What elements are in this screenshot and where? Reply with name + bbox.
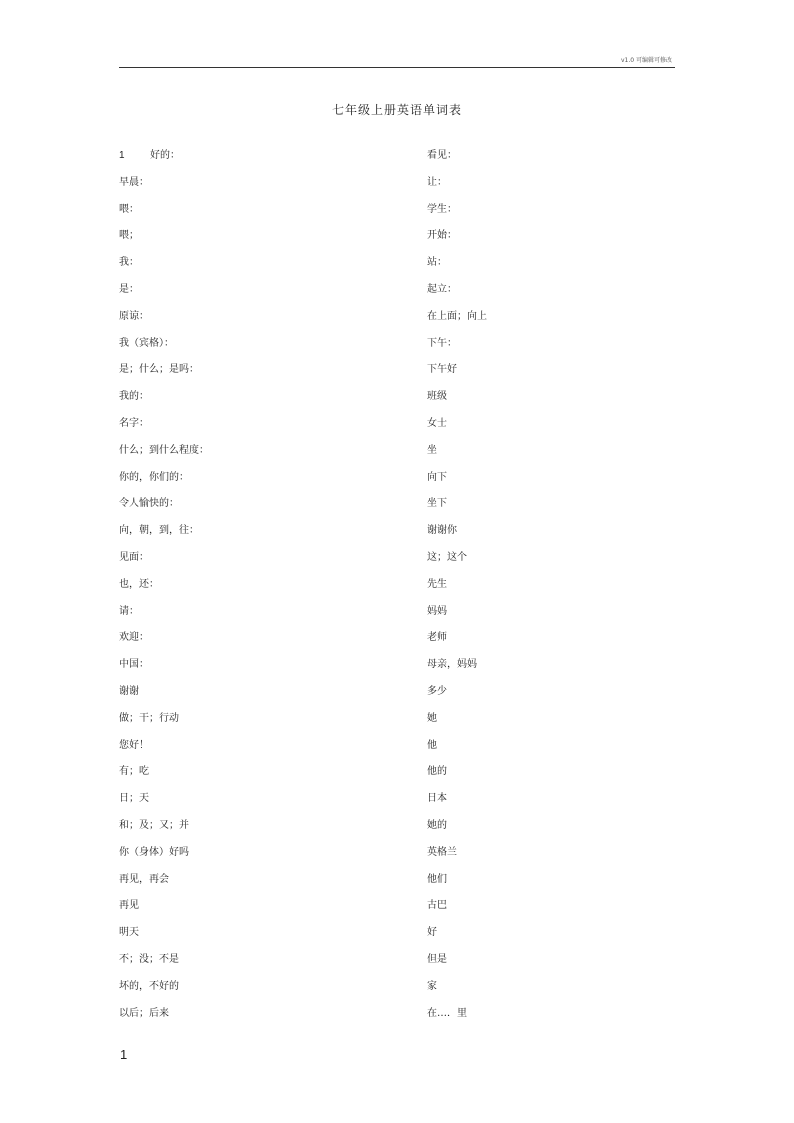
entry-text: 有；吃: [119, 766, 149, 778]
entry-text: 站：: [427, 257, 447, 269]
word-entry: [427, 953, 677, 980]
page-number: 1: [120, 1047, 128, 1062]
word-entry: [427, 739, 677, 766]
entry-text: 我：: [119, 257, 139, 269]
word-entry: [427, 551, 677, 578]
word-entry: [119, 524, 399, 551]
entry-text: 见面：: [119, 551, 149, 563]
header-rule: [119, 67, 675, 68]
word-entry: [427, 980, 677, 1007]
entry-text: 向下: [427, 471, 447, 483]
word-entry: [119, 256, 399, 283]
entry-text: 在上面；向上: [427, 310, 487, 322]
word-entry: [119, 953, 399, 980]
entry-text: 但是: [427, 953, 447, 965]
word-entry: [119, 631, 399, 658]
word-entry: [427, 203, 677, 230]
word-entry: [119, 899, 399, 926]
entry-text: 您好！: [119, 739, 149, 751]
word-entry: [427, 658, 677, 685]
entry-text: 谢谢: [119, 685, 139, 697]
entry-text: 多少: [427, 685, 447, 697]
entry-text: 以后；后来: [119, 1007, 169, 1019]
entry-text: 早晨：: [119, 176, 149, 188]
word-entry: [119, 792, 399, 819]
page-title: 七年级上册英语单词表: [331, 103, 462, 117]
word-entry: [427, 176, 677, 203]
entry-text: 中国：: [119, 659, 149, 671]
word-entry: [119, 471, 399, 498]
word-entry: [427, 256, 677, 283]
word-entry: [119, 846, 399, 873]
word-entry: [427, 524, 677, 551]
word-entry: [119, 1007, 399, 1034]
word-entry: [119, 149, 399, 176]
word-entry: [427, 283, 677, 310]
word-entry: [119, 658, 399, 685]
word-entry: [119, 739, 399, 766]
word-entry: [427, 337, 677, 364]
entry-text: 家: [427, 980, 437, 992]
entry-text: 日本: [427, 793, 447, 805]
word-entry: [119, 363, 399, 390]
entry-text: 他的: [427, 766, 447, 778]
entry-text: 向，朝，到，往：: [119, 525, 199, 537]
word-entry: [427, 712, 677, 739]
word-entry: [427, 765, 677, 792]
entry-text: 再见，再会: [119, 873, 169, 885]
entry-text: 名字：: [119, 417, 149, 429]
entry-text: 再见: [119, 900, 139, 912]
entry-text: 在…．里: [427, 1007, 467, 1019]
entry-text: 和；及；又；并: [119, 819, 189, 831]
word-entry: [119, 926, 399, 953]
word-entry: [427, 873, 677, 900]
entry-text: 我的：: [119, 391, 149, 403]
word-entry: [427, 471, 677, 498]
entry-number: 1: [119, 150, 125, 161]
entry-text: 她: [427, 712, 437, 724]
word-entry: [427, 631, 677, 658]
word-entry: [119, 417, 399, 444]
word-entry: [119, 310, 399, 337]
entry-text: 下午好: [427, 364, 457, 376]
entry-text: 你（身体）好吗: [119, 846, 189, 858]
word-entry: [427, 497, 677, 524]
entry-text: 英格兰: [427, 846, 457, 858]
word-entry: [427, 390, 677, 417]
entry-text: 班级: [427, 391, 447, 403]
entry-text: 坏的，不好的: [119, 980, 179, 992]
word-entry: [427, 229, 677, 256]
word-entry: [119, 819, 399, 846]
word-entry: [427, 819, 677, 846]
entry-text: 好的：: [150, 150, 180, 161]
word-entry: [427, 310, 677, 337]
entry-text: 起立：: [427, 283, 457, 295]
entry-text: 这；这个: [427, 551, 467, 563]
word-list-left: [119, 149, 399, 1033]
word-entry: [427, 605, 677, 632]
entry-text: 我（宾格）：: [119, 337, 174, 349]
entry-text: 也，还：: [119, 578, 159, 590]
word-entry: [427, 899, 677, 926]
word-entry: [427, 417, 677, 444]
word-entry: [427, 926, 677, 953]
entry-text: 他们: [427, 873, 447, 885]
entry-text: 老师: [427, 632, 447, 644]
entry-text: 是：: [119, 283, 139, 295]
entry-text: 开始：: [427, 230, 457, 242]
entry-text: 什么；到什么程度：: [119, 444, 209, 456]
word-entry: [119, 712, 399, 739]
word-entry: [427, 1007, 677, 1034]
entry-text: 坐: [427, 444, 437, 456]
entry-text: 下午：: [427, 337, 457, 349]
word-entry: [119, 176, 399, 203]
word-entry: [119, 390, 399, 417]
word-entry: [119, 337, 399, 364]
word-entry: [427, 444, 677, 471]
entry-text: 女士: [427, 417, 447, 429]
entry-text: 明天: [119, 927, 139, 939]
entry-text: 请：: [119, 605, 139, 617]
word-entry: [119, 551, 399, 578]
entry-text: 她的: [427, 819, 447, 831]
word-entry: [427, 578, 677, 605]
word-entry: [119, 283, 399, 310]
entry-text: 令人愉快的：: [119, 498, 179, 510]
word-entry: [119, 980, 399, 1007]
word-list-right: [427, 149, 677, 1033]
entry-text: 原谅：: [119, 310, 149, 322]
entry-text: 喂；: [119, 230, 139, 242]
word-entry: [427, 363, 677, 390]
entry-text: 是；什么；是吗：: [119, 364, 199, 376]
entry-text: 先生: [427, 578, 447, 590]
entry-text: 日；天: [119, 793, 149, 805]
entry-text: 坐下: [427, 498, 447, 510]
entry-text: 让：: [427, 176, 447, 188]
entry-text: 古巴: [427, 900, 447, 912]
entry-text: 学生：: [427, 203, 457, 215]
word-entry: [119, 203, 399, 230]
entry-text: 不；没；不是: [119, 953, 179, 965]
entry-text: 他: [427, 739, 437, 751]
entry-text: 做；干；行动: [119, 712, 179, 724]
word-entry: [119, 578, 399, 605]
entry-text: 看见：: [427, 150, 457, 161]
word-entry: [427, 149, 677, 176]
word-entry: [427, 846, 677, 873]
word-entry: [119, 765, 399, 792]
entry-text: 你的，你们的：: [119, 471, 189, 483]
entry-text: 喂：: [119, 203, 139, 215]
entry-text: 好: [427, 927, 437, 939]
word-entry: [119, 229, 399, 256]
entry-text: 欢迎：: [119, 632, 149, 644]
word-entry: [427, 792, 677, 819]
entry-text: 母亲，妈妈: [427, 659, 477, 671]
word-entry: [119, 497, 399, 524]
word-entry: [119, 873, 399, 900]
word-entry: [119, 605, 399, 632]
word-entry: [119, 685, 399, 712]
version-label: v1.0 可编辑可修改: [620, 57, 672, 64]
entry-text: 妈妈: [427, 605, 447, 617]
word-entry: [427, 685, 677, 712]
entry-text: 谢谢你: [427, 525, 457, 537]
word-entry: [119, 444, 399, 471]
